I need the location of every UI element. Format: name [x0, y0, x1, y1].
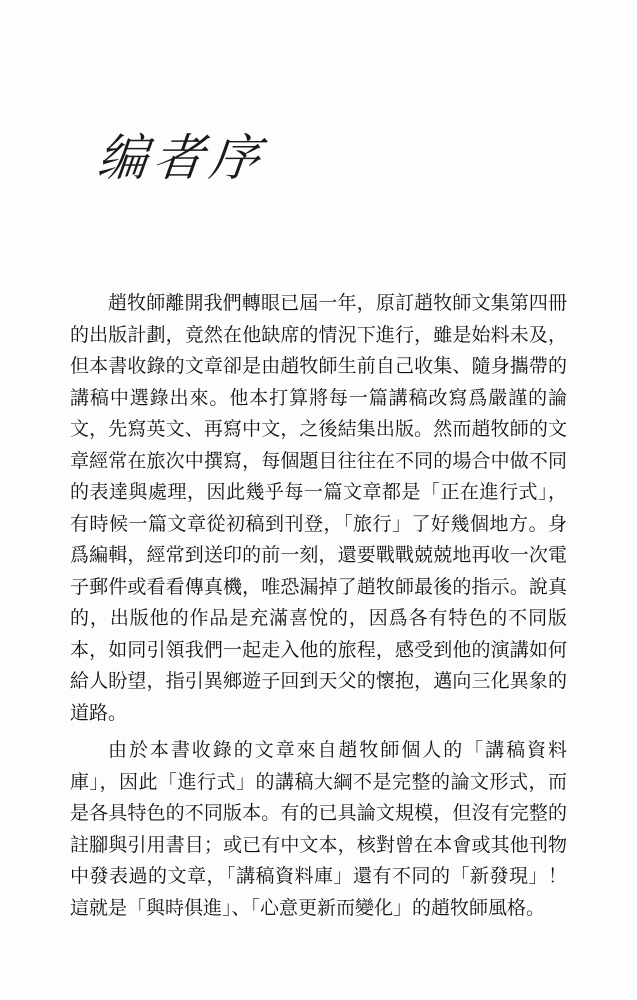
- body-text: [70, 288, 567, 924]
- page-title: 编者序: [94, 129, 269, 187]
- paragraph-2: 由於本書收錄的文章來自趙牧師個人的「講稿資料庫」，因此「進行式」的講稿大綱不是完整的論文形式，而是各具特色的不同版本。有的已具論文規模，但沒有完整的註腳與引用書目；或已有中文本，核對曾在本會或其他刊物中發表過的文章，「講稿資料庫」還有不同的「新發現」！這就是「與時俱進」、「心意更新而變化」的趙牧師風格。: [70, 739, 567, 919]
- paragraph-1: 趙牧師離開我們轉眼已屆一年，原訂趙牧師文集第四冊的出版計劃，竟然在他缺席的情況下進行，雖是始料未及，但本書收錄的文章卻是由趙牧師生前自己收集、隨身攜帶的講稿中選錄出來。他本打算將每一篇講稿改寫爲嚴謹的論文，先寫英文、再寫中文，之後結集出版。然而趙牧師的文章經常在旅次中撰寫，每個題目往往在不同的場合中做不同的表達與處理，因此幾乎每一篇文章都是「正在進行式」，有時候一篇文章從初稿到刊登，「旅行」了好幾個地方。身爲編輯，經常到送印的前一刻，還要戰戰兢兢地再收一次電子郵件或看看傳真機，唯恐漏掉了趙牧師最後的指示。說真的，出版他的作品是充滿喜悅的，因爲各有特色的不同版本，如同引領我們一起走入他的旅程，感受到他的演講如何給人盼望，指引異鄉遊子回到天父的懷抱，邁向三化異象的道路。: [70, 292, 567, 724]
